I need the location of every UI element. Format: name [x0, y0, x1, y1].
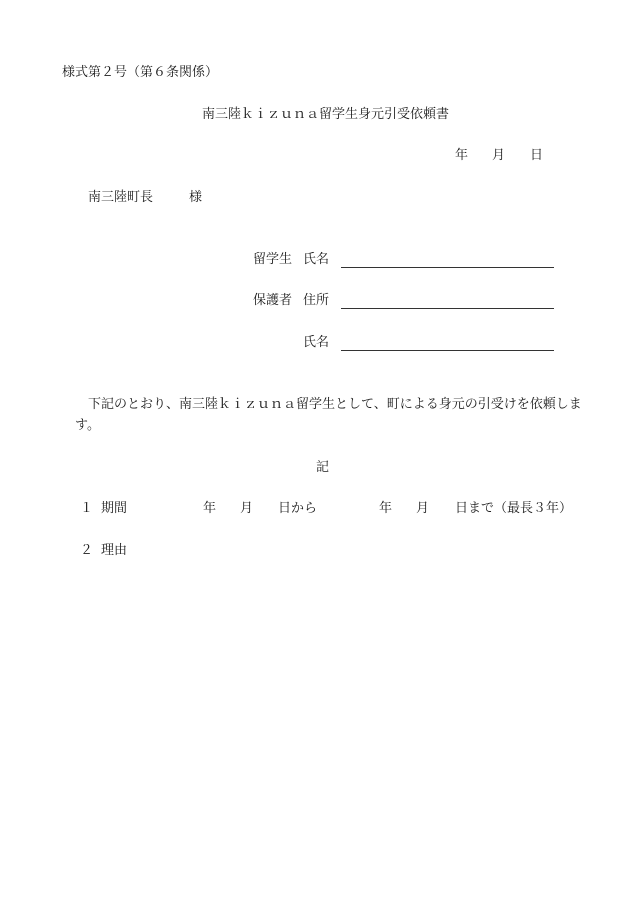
ki-heading: 記: [316, 460, 330, 475]
date-day: 日: [530, 148, 544, 163]
student-name-underline: [341, 267, 554, 268]
guardian-address-label: 住所: [303, 293, 330, 308]
period-to-month: 月: [416, 501, 430, 516]
date-year: 年: [455, 148, 469, 163]
guardian-name-underline: [341, 350, 554, 351]
body-text-line-1: 下記のとおり、南三陸ｋｉｚｕｎａ留学生として、町による身元の引受けを依頼しま: [88, 397, 582, 412]
document-title: 南三陸ｋｉｚｕｎａ留学生身元引受依頼書: [202, 107, 450, 122]
student-role: 留学生: [253, 252, 293, 267]
guardian-address-field[interactable]: [341, 291, 554, 307]
addressee-honorific: 様: [189, 190, 203, 205]
student-name-label: 氏名: [303, 252, 330, 267]
period-label: 期間: [101, 501, 128, 516]
student-name-field[interactable]: [341, 250, 554, 266]
period-from-day: 日から: [278, 501, 318, 516]
reason-label: 理由: [101, 543, 128, 558]
date-month: 月: [492, 148, 506, 163]
guardian-name-label: 氏名: [303, 335, 330, 350]
guardian-address-underline: [341, 308, 554, 309]
guardian-name-field[interactable]: [341, 333, 554, 349]
period-number: １: [80, 501, 94, 516]
form-number: 様式第２号（第６条関係）: [62, 65, 219, 80]
body-text-line-2: す。: [75, 418, 100, 433]
period-from-year: 年: [203, 501, 217, 516]
period-to-day: 日まで（最長３年）: [455, 501, 573, 516]
period-to-year: 年: [379, 501, 393, 516]
guardian-role: 保護者: [253, 293, 293, 308]
addressee-name: 南三陸町長: [88, 190, 154, 205]
period-from-month: 月: [240, 501, 254, 516]
reason-number: ２: [80, 543, 94, 558]
